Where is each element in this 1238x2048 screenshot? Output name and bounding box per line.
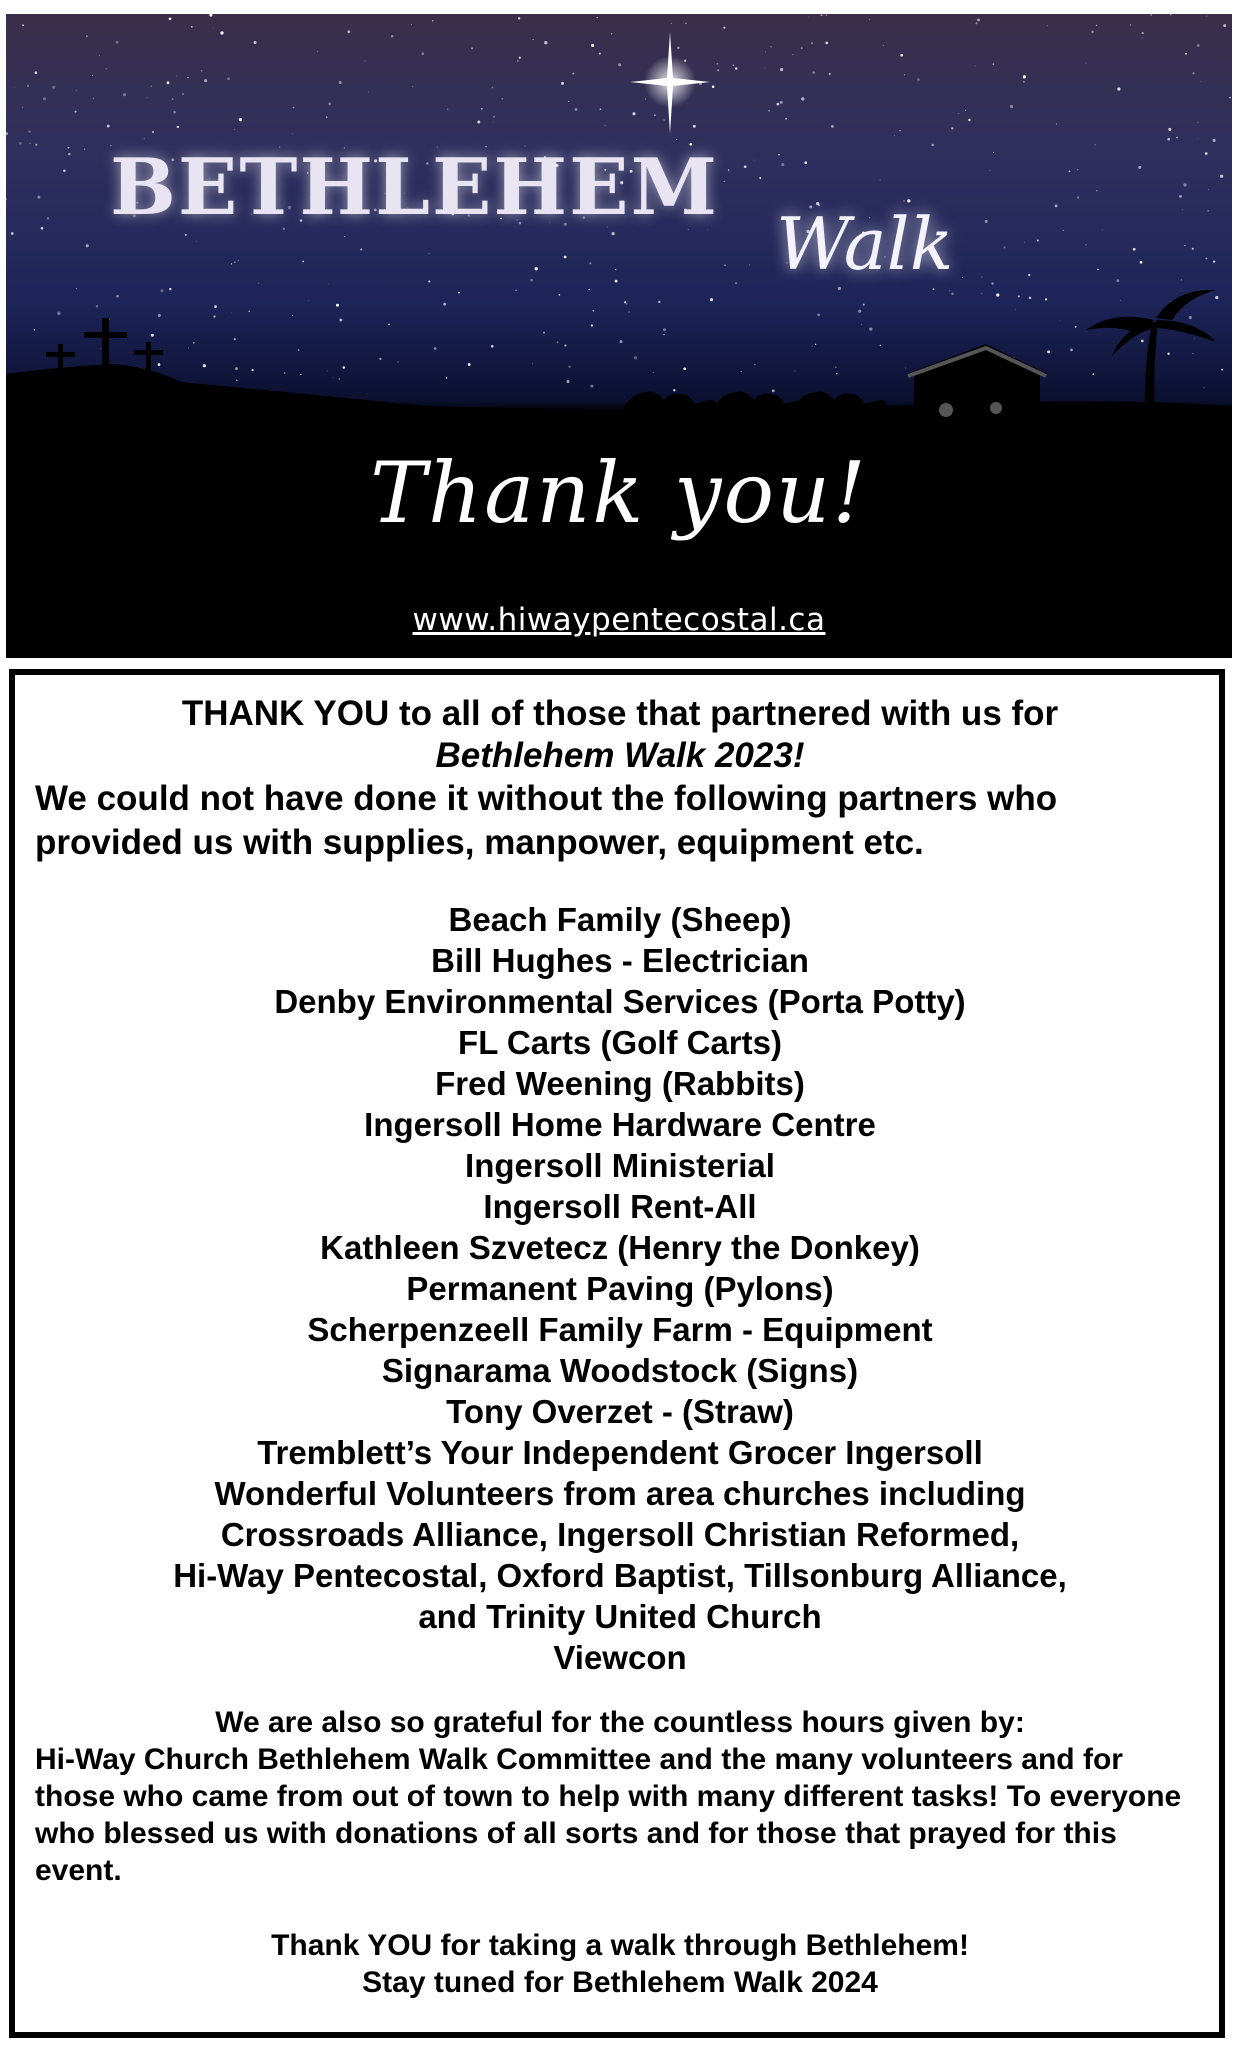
- thank-you-heading: Thank you!: [370, 444, 868, 542]
- partner-list: [35, 899, 1205, 1678]
- website-link[interactable]: www.hiwaypentecostal.ca: [412, 602, 826, 638]
- partner-item: Scherpenzeell Family Farm - Equipment: [307, 1311, 933, 1348]
- partner-item: Beach Family (Sheep): [448, 901, 792, 938]
- intro-text: We could not have done it without the following partners who provided us with supplies, manpower, equipment etc.: [35, 779, 1058, 862]
- banner-title: BETHLEHEM: [110, 142, 719, 233]
- partner-item: and Trinity United Church: [418, 1598, 822, 1635]
- notice-heading: THANK YOU to all of those that partnered with us for: [181, 694, 1059, 733]
- partner-item: Fred Weening (Rabbits): [435, 1065, 805, 1102]
- banner-title-script: Walk: [776, 202, 954, 286]
- partner-item: Bill Hughes - Electrician: [431, 942, 809, 979]
- gratitude-heading: We are also so grateful for the countless hours given by:: [215, 1706, 1025, 1739]
- event-name: Bethlehem Walk 2023!: [435, 736, 805, 775]
- partner-item: Ingersoll Home Hardware Centre: [364, 1106, 876, 1143]
- partner-item: Tremblett’s Your Independent Grocer Ingersoll: [257, 1434, 983, 1471]
- stable-icon: [906, 344, 1048, 426]
- star-of-bethlehem-icon: [630, 32, 710, 134]
- next-event-line: Stay tuned for Bethlehem Walk 2024: [362, 1966, 878, 1999]
- night-sky-scene: [6, 14, 1232, 658]
- partner-item: Kathleen Szvetecz (Henry the Donkey): [320, 1229, 920, 1266]
- gratitude-text: Hi-Way Church Bethlehem Walk Committee and the many volunteers and for those who came from out of town to help with many different tasks! To everyone who blessed us with donations of all sorts and for those that prayed for this event.: [35, 1743, 1182, 1887]
- partner-item: FL Carts (Golf Carts): [458, 1024, 782, 1061]
- partner-item: Signarama Woodstock (Signs): [381, 1352, 859, 1389]
- partner-item: Crossroads Alliance, Ingersoll Christian Reformed,: [220, 1516, 1020, 1553]
- partner-item: Permanent Paving (Pylons): [406, 1270, 834, 1307]
- partner-item: Ingersoll Ministerial: [465, 1147, 775, 1184]
- thank-you-notice: [9, 669, 1225, 2038]
- partner-item: Ingersoll Rent-All: [483, 1188, 757, 1225]
- partner-item: Hi-Way Pentecostal, Oxford Baptist, Tillsonburg Alliance,: [173, 1557, 1067, 1594]
- partner-item: Wonderful Volunteers from area churches including: [214, 1475, 1026, 1512]
- partner-item: Viewcon: [553, 1639, 687, 1676]
- banner-image: [6, 14, 1232, 658]
- closing-line: Thank YOU for taking a walk through Bethlehem!: [271, 1929, 969, 1962]
- partner-item: Denby Environmental Services (Porta Potty): [274, 983, 966, 1020]
- partner-item: Tony Overzet - (Straw): [446, 1393, 794, 1430]
